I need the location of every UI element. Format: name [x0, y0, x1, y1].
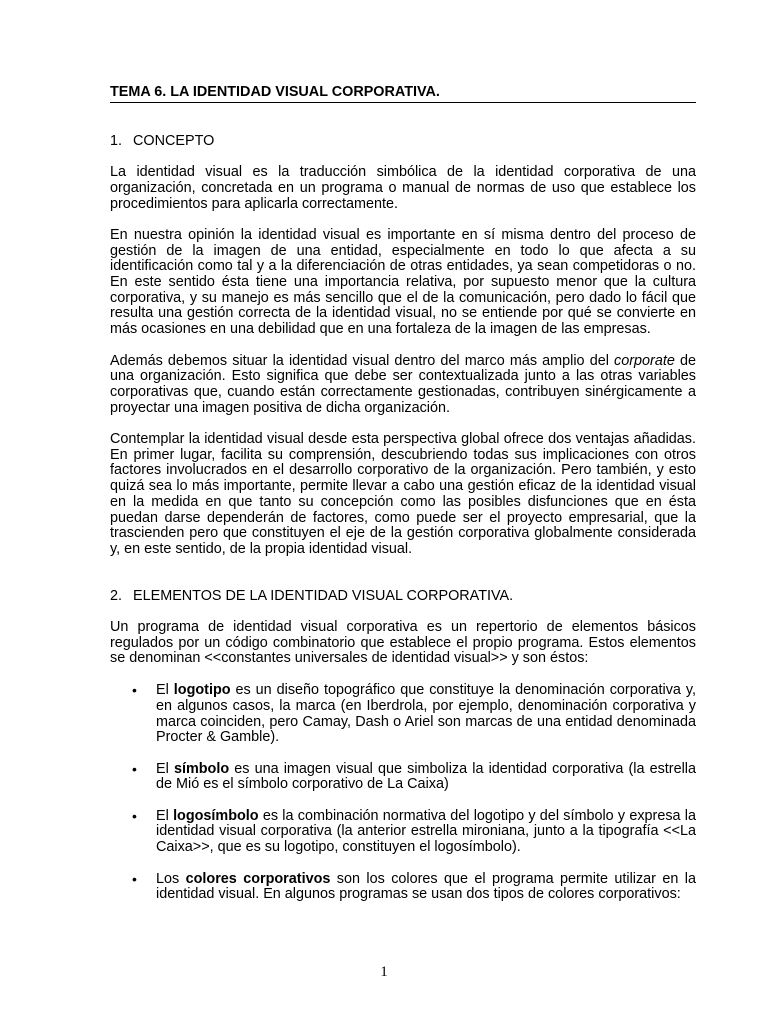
list-item-text: es un diseño topográfico que constituye la denominación corporativa y, en algunos casos, la marca (en Iberdrola, por ejemplo, denominación corporativa y marca coinciden, pero Camay, Dash o Ariel son marcas de una entidad denominada Procter & Gamble).	[156, 682, 697, 746]
bold-term: logotipo	[173, 682, 231, 699]
list-item	[110, 762, 696, 793]
bold-term: colores corporativos	[185, 870, 331, 887]
list-item-text: El	[156, 807, 174, 824]
section-title: CONCEPTO	[133, 132, 215, 149]
list-item-text: es una imagen visual que simboliza la identidad corporativa (la estrella de Mió es el símbolo corporativo de La Caixa)	[156, 760, 696, 793]
list-item-text: son los colores que el programa permite utilizar en la identidad visual. En algunos programas se usan dos tipos de colores corporativos:	[156, 870, 696, 903]
bullet-icon: •	[132, 682, 137, 699]
page-number: 1	[380, 964, 388, 980]
list-item-text: Los	[156, 870, 186, 887]
list-item	[110, 872, 696, 903]
list-item	[110, 809, 696, 856]
bullet-icon: •	[132, 807, 137, 824]
italic-term: corporate	[614, 352, 675, 369]
bold-term: símbolo	[173, 760, 230, 777]
paragraph: Un programa de identidad visual corporativa es un repertorio de elementos básicos regulados por un código combinatorio que establece el propio programa. Estos elementos se denominan <<constantes universales de identidad visual>> y son éstos:	[110, 619, 696, 667]
section-number: 2.	[110, 587, 123, 604]
list-item	[110, 683, 696, 746]
section-heading-elementos	[110, 589, 696, 605]
paragraph: Contemplar la identidad visual desde esta perspectiva global ofrece dos ventajas añadidas. En primer lugar, facilita su comprensión, descubriendo todas sus implicaciones con otros factores involucrados en el desarrollo corporativo de la organización. Pero también, y esto quizá sea lo más importante, permite llevar a cabo una gestión eficaz de la identidad visual en la medida en que tanto su concepción como las posibles disfunciones que en ésta puedan darse dependerán de factores, como puede ser el proyecto empresarial, que la trascienden pero que constituyen el eje de la gestión corporativa globalmente considerada y, en este sentido, de la propia identidad visual.	[110, 431, 696, 557]
paragraph: La identidad visual es la traducción simbólica de la identidad corporativa de una organización, concretada en un programa o manual de normas de uso que establece los procedimientos para aplicarla correctamente.	[110, 164, 696, 212]
section-heading-concepto	[110, 134, 696, 150]
paragraph-text: Además debemos situar la identidad visual dentro del marco más amplio del	[110, 352, 615, 369]
bold-term: logosímbolo	[173, 807, 259, 824]
list-item-text: es la combinación normativa del logotipo y del símbolo y expresa la identidad visual corporativa (la anterior estrella mironiana, junto a la tipografía <<La Caixa>>, que es su logotipo, constituyen el logosímbolo).	[156, 807, 696, 856]
bullet-icon: •	[132, 760, 137, 777]
list-item-text: El	[156, 760, 174, 777]
paragraph: En nuestra opinión la identidad visual es importante en sí misma dentro del proceso de gestión de la imagen de una entidad, especialmente en todo lo que afecta a su identificación como tal y a la diferenciación de otras entidades, ya sean competidoras o no. En este sentido ésta tiene una importancia relativa, por supuesto menor que la cultura corporativa, y su manejo es más sencillo que el de la comunicación, pero dado lo fácil que resulta una gestión correcta de la identidad visual, no se entiende por qué se convierte en más ocasiones en una debilidad que en una fortaleza de la imagen de las empresas.	[110, 226, 696, 338]
paragraph	[110, 354, 696, 417]
document-page	[110, 85, 696, 919]
paragraph-text: de una organización. Esto significa que debe ser contextualizada junto a las otras variables corporativas que, cuando están correctamente gestionadas, contribuyen sinérgicamente a proyectar una imagen positiva de dicha organización.	[110, 352, 696, 416]
list-item-text: El	[156, 682, 174, 699]
bullet-icon: •	[132, 870, 137, 887]
document-title: TEMA 6. LA IDENTIDAD VISUAL CORPORATIVA.	[110, 85, 696, 103]
elements-list	[110, 683, 696, 903]
section-title: ELEMENTOS DE LA IDENTIDAD VISUAL CORPORATIVA.	[133, 587, 514, 604]
section-number: 1.	[110, 132, 123, 149]
